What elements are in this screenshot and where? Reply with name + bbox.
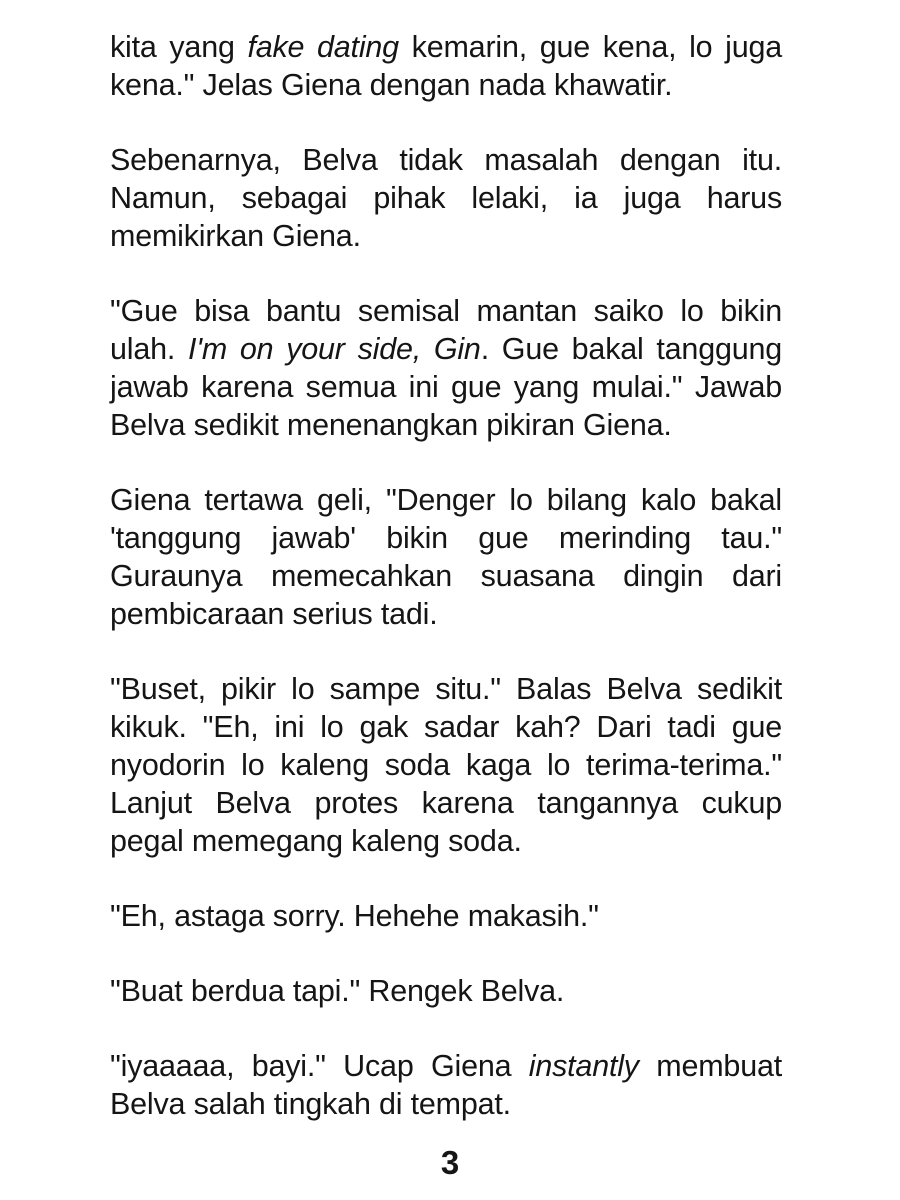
text-segment: "Eh, astaga sorry. Hehehe makasih." bbox=[110, 899, 599, 933]
text-segment: "Buat berdua tapi." Rengek Belva. bbox=[110, 974, 565, 1008]
text-segment: kita yang bbox=[110, 30, 248, 64]
text-segment: "Buset, pikir lo sampe situ." Balas Belva sedikit kikuk. "Eh, ini lo gak sadar kah? Dari tadi gue nyodorin lo kaleng soda kaga lo terima-terima." Lanjut Belva protes karena tangannya cukup pegal memegang kaleng soda. bbox=[110, 672, 782, 858]
italic-text-segment: fake dating bbox=[247, 30, 399, 64]
paragraph bbox=[110, 28, 782, 104]
text-segment: . Gue bakal tanggung jawab karena semua ini gue yang mulai." Jawab Belva sedikit menenangkan pikiran Giena. bbox=[110, 332, 783, 442]
page-number: 3 bbox=[440, 1144, 460, 1181]
paragraph bbox=[110, 292, 782, 444]
paragraph bbox=[110, 972, 782, 1010]
text-segment: Sebenarnya, Belva tidak masalah dengan itu. Namun, sebagai pihak lelaki, ia juga harus memikirkan Giena. bbox=[110, 143, 782, 253]
text-segment: kemarin, gue kena, lo juga kena." Jelas Giena dengan nada khawatir. bbox=[110, 30, 782, 102]
italic-text-segment: instantly bbox=[528, 1049, 639, 1083]
paragraph bbox=[110, 670, 782, 860]
paragraph bbox=[110, 141, 782, 255]
book-page-body bbox=[110, 28, 782, 1160]
paragraph bbox=[110, 481, 782, 633]
text-segment: "iyaaaaa, bayi." Ucap Giena bbox=[110, 1049, 529, 1083]
paragraph bbox=[110, 1047, 782, 1123]
text-segment: "Gue bisa bantu semisal mantan saiko lo bikin ulah. bbox=[110, 294, 782, 366]
italic-text-segment: I'm on your side, Gin bbox=[187, 332, 481, 366]
paragraph bbox=[110, 897, 782, 935]
text-segment: membuat Belva salah tingkah di tempat. bbox=[110, 1049, 782, 1121]
text-segment: Giena tertawa geli, "Denger lo bilang kalo bakal 'tanggung jawab' bikin gue merinding tau." Guraunya memecahkan suasana dingin dari pembicaraan serius tadi. bbox=[110, 483, 782, 631]
